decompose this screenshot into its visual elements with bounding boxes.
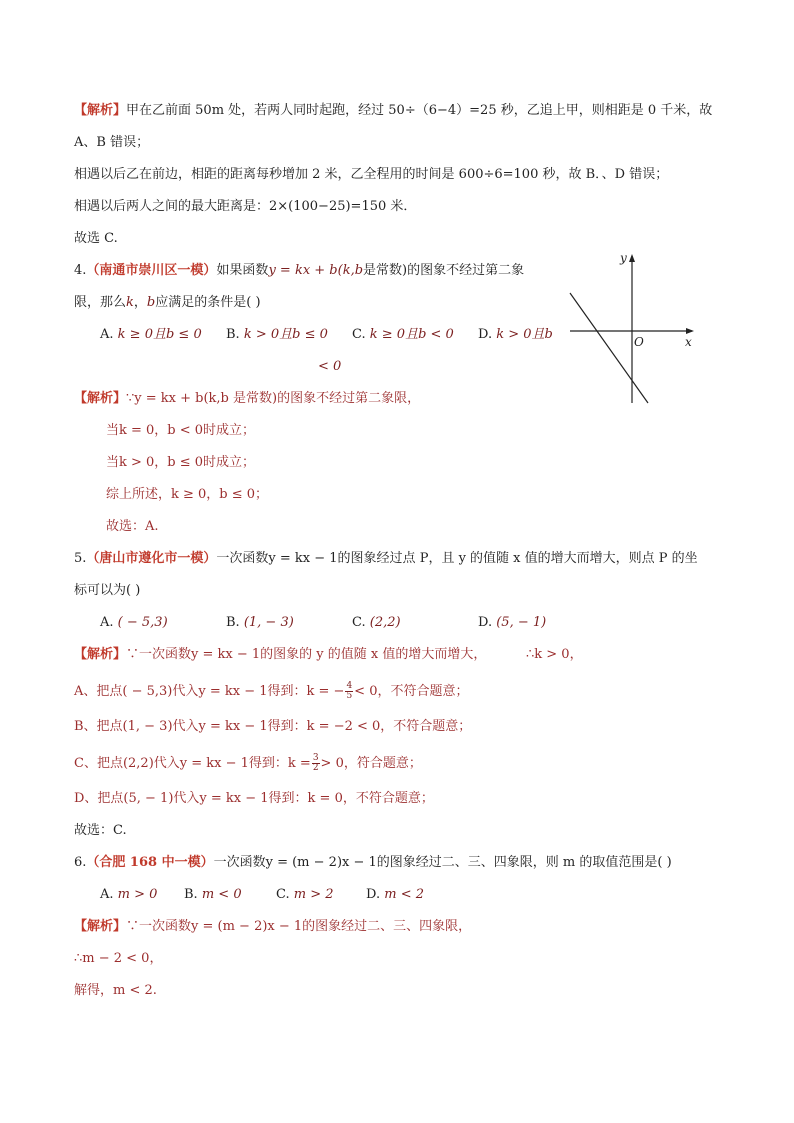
graph-origin-label: O [634, 335, 644, 349]
q5-source: （唐山市遵化市一模） [86, 551, 217, 566]
graph-y-label: y [620, 251, 627, 265]
q6-source: （合肥 168 中一模） [86, 855, 214, 870]
q5-solution-line-1 [74, 646, 486, 664]
q4-option-d-continuation: < 0 [318, 359, 342, 374]
q6-number: 6. [74, 855, 87, 870]
q4-option-c: C. k ≥ 0且b < 0 [352, 327, 454, 342]
jiexi-tag: 【解析】 [74, 391, 127, 406]
q4-equation: y = kx + b [268, 263, 338, 278]
q4-solution-line-3: 当k > 0，b ≤ 0时成立； [106, 455, 256, 470]
q5-solution-b: B、把点(1, − 3)代入y = kx − 1得到：k = −2 < 0，不符合题意； [74, 719, 472, 734]
q6-option-a: A. m > 0 [100, 887, 158, 902]
graph-x-label: x [685, 335, 692, 349]
q4-var-b: b [146, 295, 156, 310]
q4-var-k: k [126, 295, 134, 310]
q5-solution-c: C、把点(2,2)代入y = kx − 1得到：k = $\frac{3}{2}$ > 0，符合题意； [74, 753, 422, 773]
q3-solution-line-1 [74, 102, 712, 120]
q4-graph [560, 248, 700, 408]
fraction-3-2: $\frac{3}{2}$ [312, 753, 319, 773]
q5-stem-line-2: 标可以为( ) [74, 583, 141, 598]
jiexi-tag: 【解析】 [74, 103, 127, 118]
q4-source: （南通市崇川区一模） [86, 263, 217, 278]
q3-solution-line-3: 相遇以后乙在前边，相距的距离每秒增加 2 米，乙全程用的时间是 600÷6=100 秒，故 B．、D 错误； [74, 167, 669, 182]
q4-answer: 故选：A. [106, 519, 159, 534]
graph-y-arrow [629, 254, 635, 262]
q6-sol-text-1: ∵一次函数y = (m − 2)x − 1的图象经过二、三、四象限， [126, 919, 472, 934]
q5-option-b: B. (1, − 3) [226, 615, 294, 630]
q6-stem [74, 854, 672, 872]
q5-stem-line-1 [74, 550, 698, 568]
q4-number: 4. [74, 263, 87, 278]
q5-sol-text-1: ∵一次函数y = kx − 1的图象的 y 的值随 x 值的增大而增大， [126, 647, 487, 662]
jiexi-tag: 【解析】 [74, 919, 127, 934]
fraction-4-5: $\frac{4}{5}$ [346, 681, 353, 701]
q5-option-a: A. ( − 5,3) [100, 615, 168, 630]
q6-solution-line-3: 解得，m < 2. [74, 983, 157, 998]
q4-stem-text: 如果函数 [216, 263, 269, 278]
q6-solution-line-1 [74, 918, 471, 936]
q4-params: (k,b [337, 263, 364, 278]
q5-stem-text: 一次函数y = kx − 1的图象经过点 P，且 y 的值随 x 值的增大而增大，则点 P 的坐 [216, 551, 698, 566]
q4-stem-line-2 [74, 294, 261, 312]
q4-stem-text-3: 限，那么 [74, 295, 127, 310]
q4-solution-line-1 [74, 390, 420, 408]
q6-option-d: D. m < 2 [366, 887, 424, 902]
q3-text-1: 甲在乙前面 50m 处，若两人同时起跑，经过 50÷（6−4）=25 秒，乙追上甲，则相距是 0 千米，故 [126, 103, 713, 118]
q4-sol-text-1: ∵y = kx + b(k,b 是常数)的图象不经过第二象限， [126, 391, 421, 406]
jiexi-tag: 【解析】 [74, 647, 127, 662]
q5-solution-d: D、把点(5, − 1)代入y = kx − 1得到：k = 0，不符合题意； [74, 791, 434, 806]
q4-option-b: B. k > 0且b ≤ 0 [226, 327, 328, 342]
q5-solution-a: A、把点( − 5,3)代入y = kx − 1得到：k = − $\frac{4}{5}$ < 0，不符合题意； [74, 681, 469, 701]
q4-stem-line-1 [74, 262, 524, 280]
q5-option-d: D. (5, − 1) [478, 615, 547, 630]
q4-option-a: A. k ≥ 0且b ≤ 0 [100, 327, 202, 342]
q6-stem-text: 一次函数y = (m − 2)x − 1的图象经过二、三、四象限，则 m 的取值范围是( ) [213, 855, 672, 870]
q4-solution-line-2: 当k = 0，b < 0时成立； [106, 423, 256, 438]
q3-solution-line-2: A、B 错误； [74, 135, 150, 150]
q3-answer: 故选 C. [74, 231, 118, 246]
q5-solution-conclusion: ∴k > 0， [526, 647, 583, 662]
q4-option-d: D. k > 0且b [478, 327, 553, 342]
q5-option-c: C. (2,2) [352, 615, 401, 630]
q3-solution-line-4: 相遇以后两人之间的最大距离是：2×(100−25)=150 米． [74, 199, 417, 214]
q4-solution-line-4: 综上所述，k ≥ 0，b ≤ 0； [106, 487, 269, 502]
q5-answer: 故选：C. [74, 823, 127, 838]
q6-option-b: B. m < 0 [184, 887, 242, 902]
q6-option-c: C. m > 2 [276, 887, 334, 902]
q6-solution-line-2: ∴m − 2 < 0， [74, 951, 163, 966]
q5-number: 5. [74, 551, 87, 566]
q4-stem-text-2: 是常数)的图象不经过第二象 [363, 263, 525, 278]
graph-x-arrow [686, 328, 694, 334]
q4-stem-text-4: 应满足的条件是( ) [155, 295, 261, 310]
q4-separator: ， [133, 295, 147, 310]
